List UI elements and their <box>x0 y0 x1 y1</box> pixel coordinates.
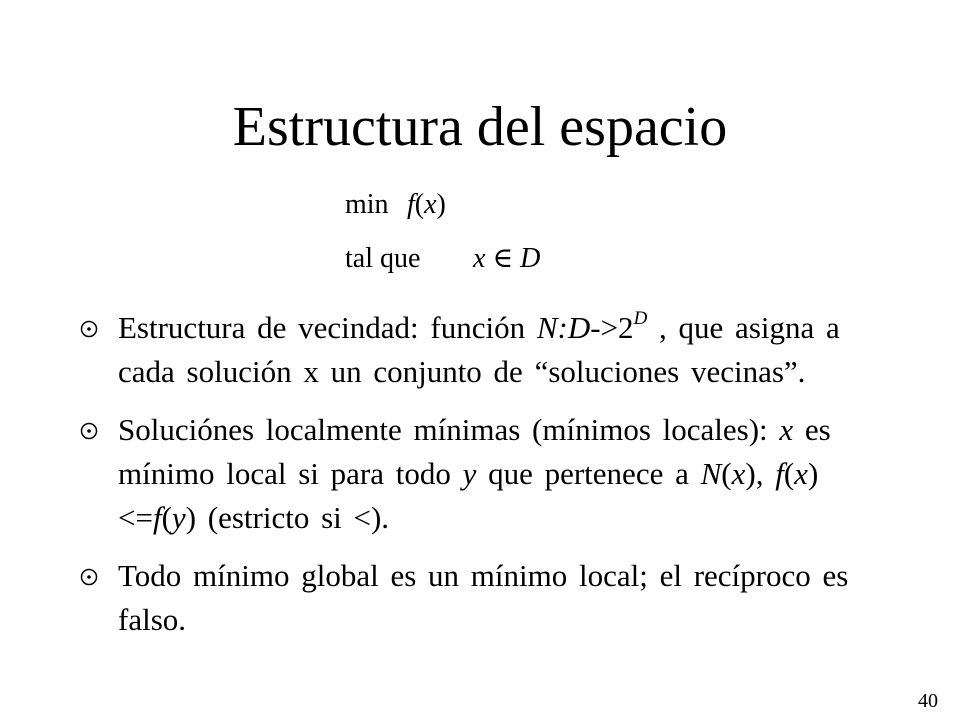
bullet-text-segment: , que asigna a cada solución x un conjunto de “soluciones vecinas”. <box>118 310 840 389</box>
bullet-text-segment: ( <box>721 456 732 491</box>
math-variable: y <box>171 500 186 535</box>
bullet-item <box>80 306 860 394</box>
bullet-text-segment: Soluciónes localmente mínimas (mínimos locales): <box>118 412 780 447</box>
bullet-text-segment: es mínimo local si para todo <box>118 412 831 491</box>
formula-open-paren: ( <box>414 189 425 220</box>
bullet-text-segment: que pertenece a <box>476 456 701 491</box>
circled-dot-bullet-icon <box>80 320 98 338</box>
math-variable: f <box>775 456 784 491</box>
page-number: 40 <box>918 690 938 712</box>
element-of-symbol: ∈ <box>492 243 514 274</box>
bullet-text-segment: Estructura de vecindad: función <box>118 310 537 345</box>
formula-close-paren: ) <box>436 189 446 220</box>
math-variable: x <box>779 412 794 447</box>
bullet-text-segment: )<= <box>118 456 819 535</box>
formula-objective-expression <box>407 190 446 220</box>
bullet-text-segment: ), <box>745 456 776 491</box>
bullet-text: Todo mínimo global es un mínimo local; el recíproco es falso. <box>118 558 849 637</box>
bullet-text <box>118 412 831 535</box>
math-variable: N <box>700 456 722 491</box>
circled-dot-bullet-icon <box>80 422 98 440</box>
math-variable: f <box>152 500 162 535</box>
bullet-text-segment: ( <box>161 500 172 535</box>
math-variable: y <box>462 456 477 491</box>
formula-min-keyword: min <box>345 189 389 220</box>
bullet-list <box>80 306 860 656</box>
formula-tal-que-keyword: tal que <box>345 243 421 274</box>
math-variable: x <box>731 456 746 491</box>
bullet-item <box>80 554 860 642</box>
neighborhood-map-symbol: N:D <box>536 310 591 345</box>
formula-constraint-variable: x <box>473 243 486 274</box>
circled-dot-bullet-icon <box>80 568 98 586</box>
slide-title: Estructura del espacio <box>232 96 728 158</box>
bullet-text <box>118 310 840 389</box>
power-set-base: ->2 <box>590 310 634 345</box>
math-variable: x <box>794 456 808 491</box>
formula-constraint-expression <box>473 244 540 274</box>
bullet-text-segment: ) (estricto si <). <box>185 500 390 535</box>
bullet-text-segment: ( <box>783 456 795 491</box>
power-set-exponent: D <box>633 308 648 329</box>
formula-function-symbol: f <box>407 189 415 220</box>
formula-domain-set: D <box>520 243 541 274</box>
bullet-item <box>80 408 860 540</box>
formula-variable: x <box>424 189 437 220</box>
